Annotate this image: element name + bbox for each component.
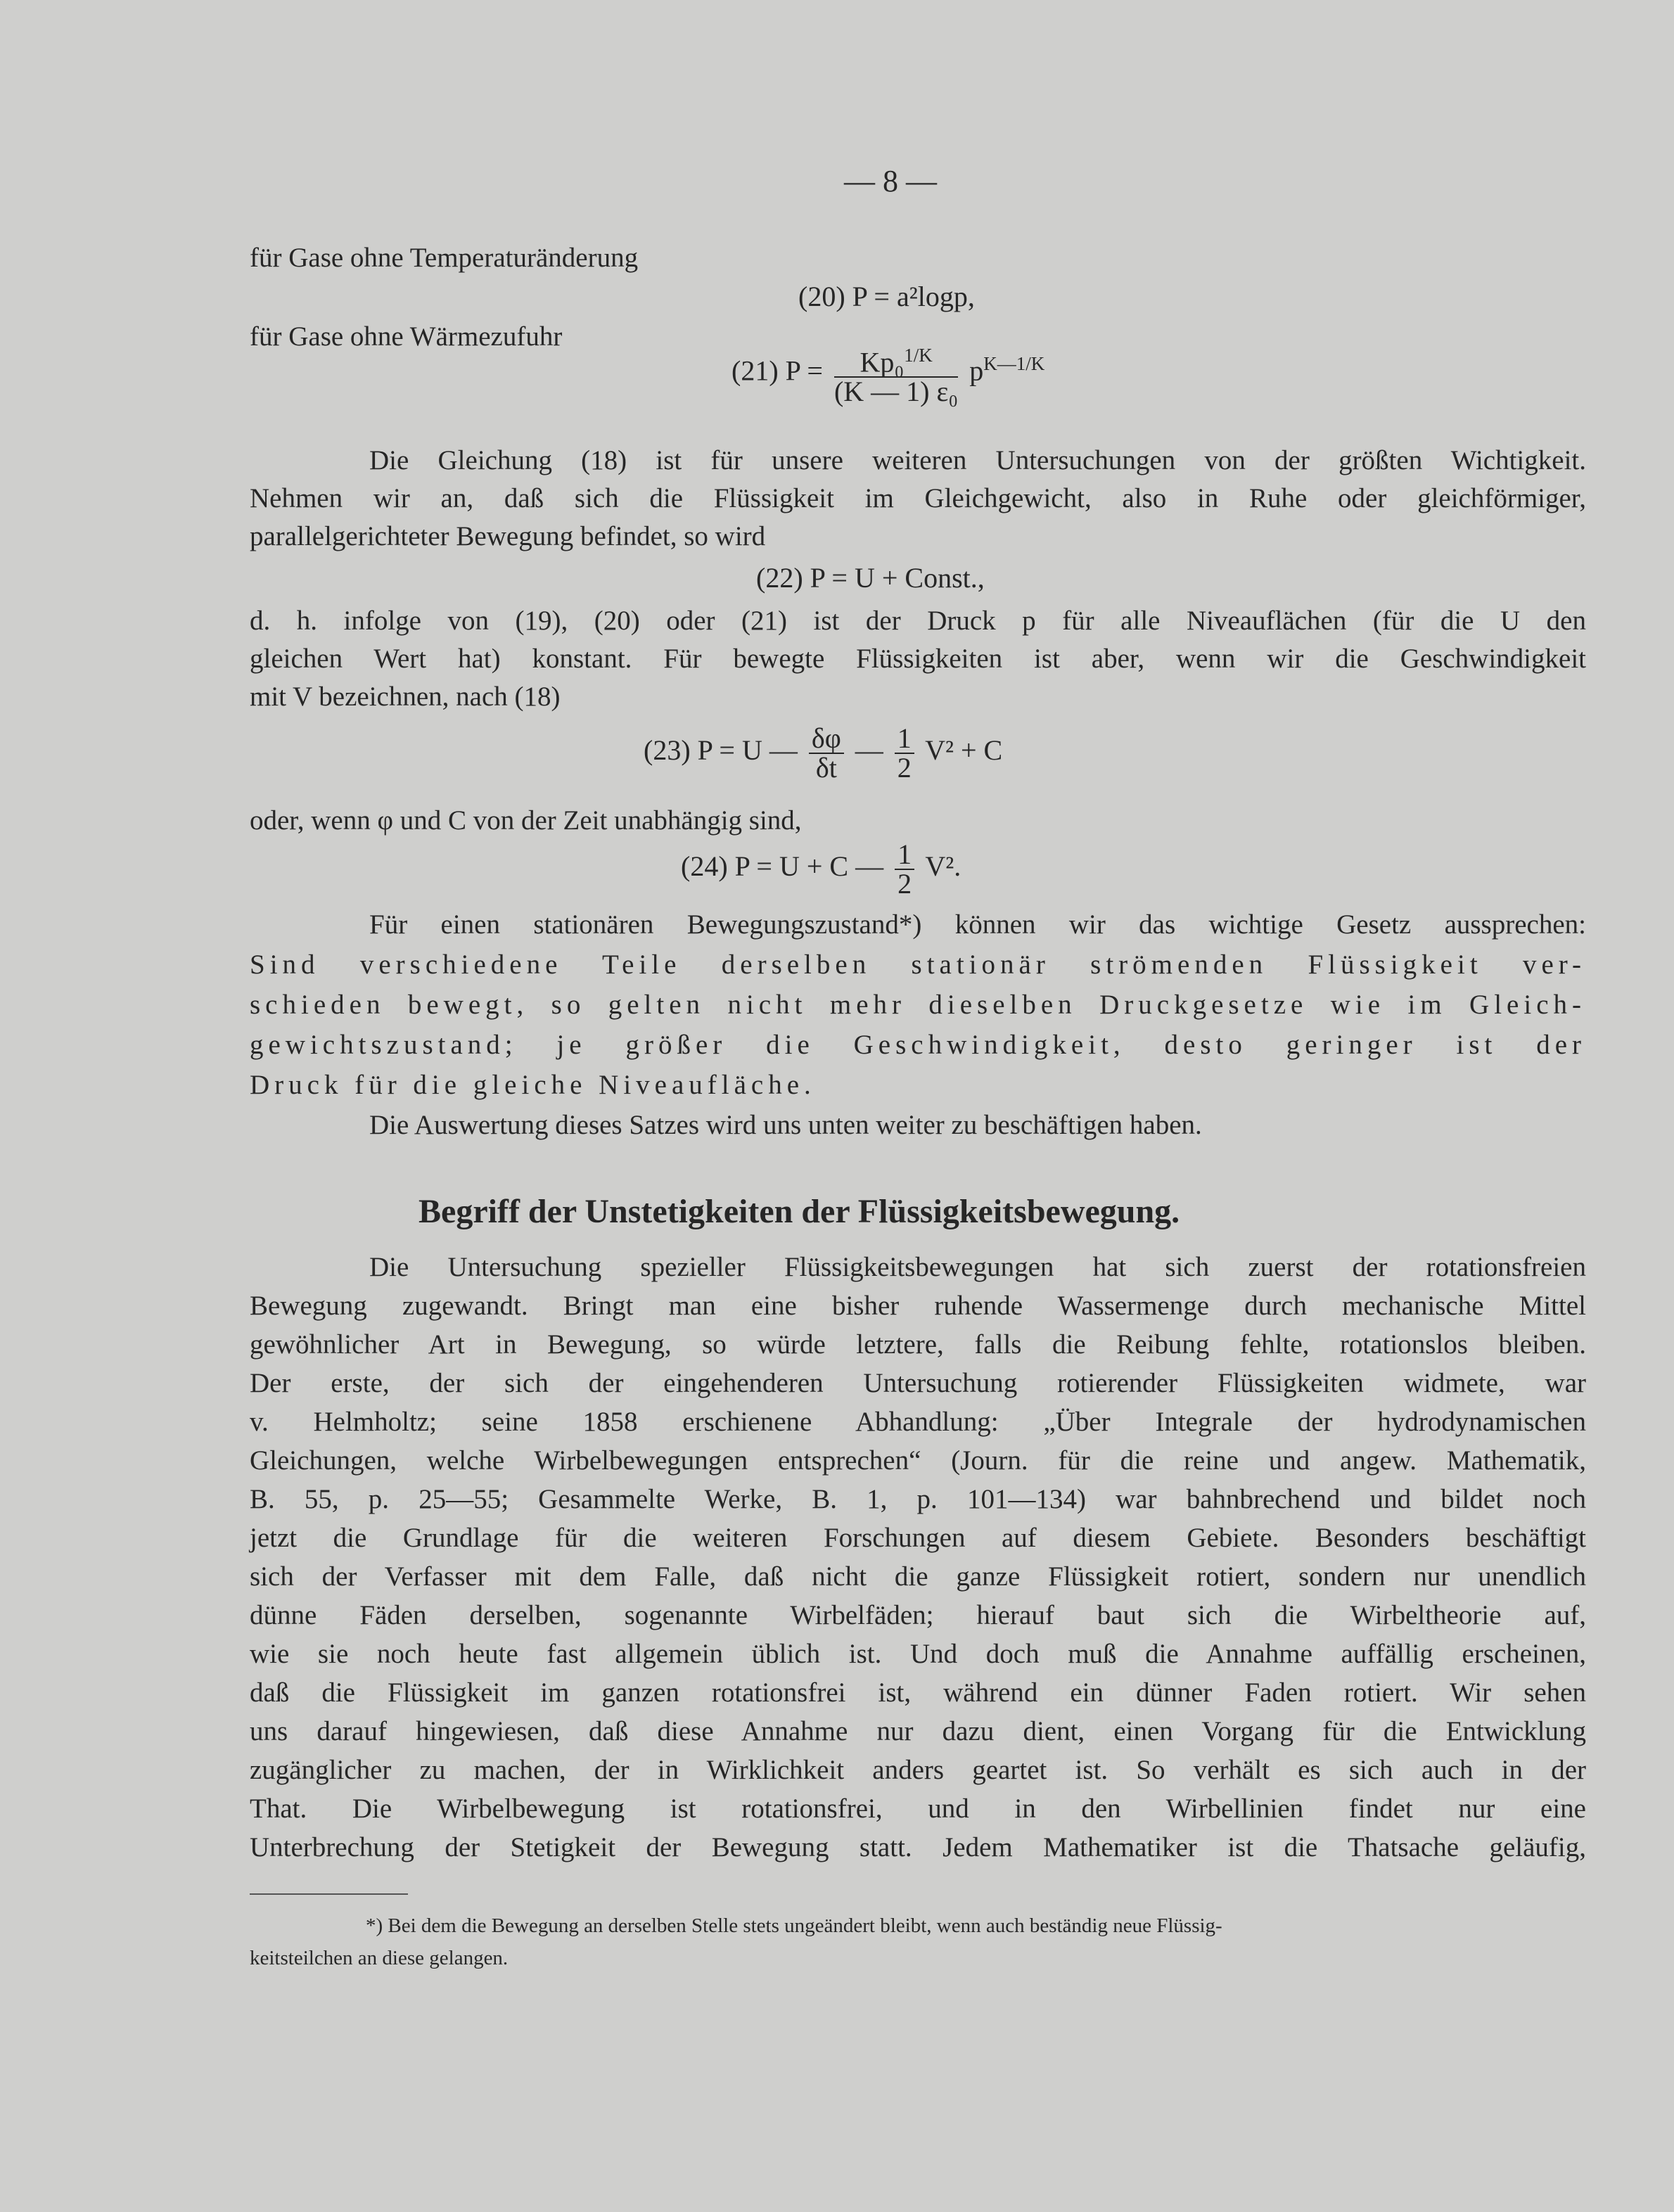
footnote-line: *) Bei dem die Bewegung an derselben Stelle stets ungeändert bleibt, wenn auch beständig neue Flüssig- [366, 1914, 1222, 1937]
equation-21-label: (21) P = [731, 354, 823, 387]
equation-22: (22) P = U + Const., [756, 562, 985, 594]
section-heading: Begriff der Unstetigkeiten der Flüssigkeitsbewegung. [419, 1193, 1180, 1230]
text-line: für Gase ohne Temperaturänderung [250, 243, 639, 273]
text-line: oder, wenn φ und C von der Zeit unabhängig sind, [250, 805, 802, 836]
text-line: d. h. infolge von (19), (20) oder (21) ist der Druck p für alle Niveauflächen (für die U den [250, 606, 1586, 636]
equation-21-tail-exponent: K—1/K [983, 353, 1045, 375]
text-line: Der erste, der sich der eingehenderen Untersuchung rotierender Flüssigkeiten widmete, war [250, 1368, 1586, 1398]
text-line: Für einen stationären Bewegungszustand*) können wir das wichtige Gesetz aussprechen: [369, 909, 1586, 940]
text-line: mit V bezeichnen, nach (18) [250, 682, 561, 712]
text-line: parallelgerichteter Bewegung befindet, so wird [250, 521, 766, 551]
equation-21-numerator-exponent: 1/K [904, 345, 933, 366]
text-line: B. 55, p. 25—55; Gesammelte Werke, B. 1, p. 101—134) war bahnbrechend und bildet noch [250, 1484, 1586, 1514]
equation-23-denominator: δt [815, 752, 837, 784]
equation-23-numerator: δφ [809, 724, 844, 754]
text-line: jetzt die Grundlage für die weiteren Forschungen auf diesem Gebiete. Besonders beschäftigt [250, 1523, 1586, 1553]
text-line: That. Die Wirbelbewegung ist rotationsfrei, und in den Wirbellinien findet nur eine [250, 1794, 1586, 1824]
text-line-emphasis: schieden bewegt, so gelten nicht mehr dieselben Druckgesetze wie im Gleich- [250, 990, 1586, 1020]
equation-21 [731, 341, 1044, 406]
footnote-line: keitsteilchen an diese gelangen. [250, 1947, 509, 1969]
equation-24-right: V². [925, 850, 961, 883]
equation-21-denominator: (K — 1) ε₀ [833, 376, 959, 408]
equation-23-mid: — [855, 734, 883, 767]
text-line: v. Helmholtz; seine 1858 erschienene Abhandlung: „Über Integrale der hydrodynamischen [250, 1407, 1586, 1437]
text-line-emphasis: gewichtszustand; je größer die Geschwindigkeit, desto geringer ist der [250, 1030, 1586, 1060]
equation-23-half-fraction [895, 724, 914, 782]
equation-23-left: (23) P = U — [644, 734, 798, 767]
text-line-emphasis: Druck für die gleiche Niveaufläche. [250, 1070, 816, 1100]
equation-20: (20) P = a²logp, [798, 281, 975, 312]
equation-23-partial-fraction [809, 724, 844, 782]
equation-24 [681, 840, 961, 898]
text-line: sich der Verfasser mit dem Falle, daß nicht die ganze Flüssigkeit rotiert, sondern nur unendlich [250, 1561, 1586, 1592]
text-line: dünne Fäden derselben, sogenannte Wirbelfäden; hierauf baut sich die Wirbeltheorie auf, [250, 1600, 1586, 1630]
equation-24-half-fraction [895, 840, 914, 898]
text-line: Bewegung zugewandt. Bringt man eine bisher ruhende Wassermenge durch mechanische Mittel [250, 1291, 1586, 1321]
text-line: Unterbrechung der Stetigkeit der Bewegung statt. Jedem Mathematiker ist die Thatsache geläufig, [250, 1832, 1586, 1862]
equation-21-numerator: Kp₀ [860, 346, 905, 378]
footnote-rule [250, 1893, 408, 1895]
text-line: zugänglicher zu machen, der in Wirklichkeit anders geartet ist. So verhält es sich auch in der [250, 1755, 1586, 1785]
equation-23-right: V² + C [925, 734, 1003, 767]
text-line-emphasis: Sind verschiedene Teile derselben stationär strömenden Flüssigkeit ver- [250, 950, 1586, 980]
equation-23 [644, 724, 1002, 782]
equation-21-fraction [834, 341, 958, 406]
equation-24-left: (24) P = U + C — [681, 850, 884, 883]
page-number: — 8 — [844, 164, 937, 198]
equation-21-tail: p [969, 354, 984, 387]
equation-24-half-denominator: 2 [897, 868, 912, 900]
equation-23-half-denominator: 2 [897, 752, 912, 784]
text-line: gleichen Wert hat) konstant. Für bewegte Flüssigkeiten ist aber, wenn wir die Geschwindigkeit [250, 644, 1586, 674]
text-line: Die Untersuchung spezieller Flüssigkeitsbewegungen hat sich zuerst der rotationsfreien [369, 1252, 1586, 1282]
text-line: wie sie noch heute fast allgemein üblich ist. Und doch muß die Annahme auffällig erscheinen, [250, 1639, 1586, 1669]
equation-24-half-numerator: 1 [895, 840, 914, 870]
text-line: uns darauf hingewiesen, daß diese Annahme nur dazu dient, einen Vorgang für die Entwicklung [250, 1716, 1586, 1746]
text-line: gewöhnlicher Art in Bewegung, so würde letztere, falls die Reibung fehlte, rotationslos bleiben. [250, 1329, 1586, 1360]
text-line: für Gase ohne Wärmezufuhr [250, 321, 563, 352]
equation-23-half-numerator: 1 [895, 724, 914, 754]
text-line: Nehmen wir an, daß sich die Flüssigkeit im Gleichgewicht, also in Ruhe oder gleichförmiger, [250, 483, 1586, 513]
text-line: Gleichungen, welche Wirbelbewegungen entsprechen“ (Journ. für die reine und angew. Mathematik, [250, 1445, 1586, 1476]
text-line: daß die Flüssigkeit im ganzen rotationsfrei ist, während ein dünner Faden rotiert. Wir sehen [250, 1677, 1586, 1708]
text-line: Die Gleichung (18) ist für unsere weiteren Untersuchungen von der größten Wichtigkeit. [369, 445, 1586, 475]
text-line: Die Auswertung dieses Satzes wird uns unten weiter zu beschäftigen haben. [369, 1110, 1202, 1140]
